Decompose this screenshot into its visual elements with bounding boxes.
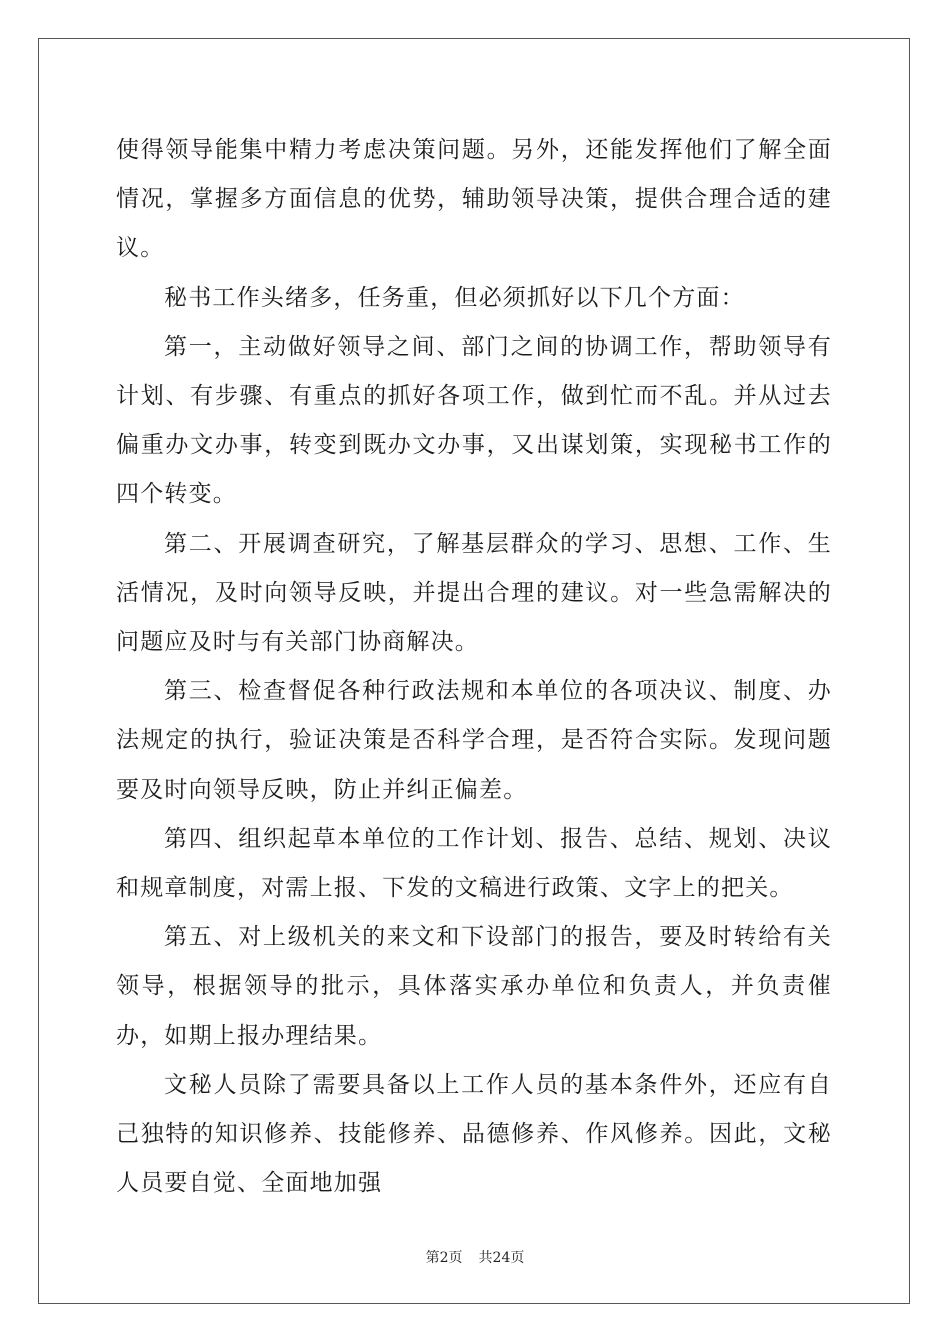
paragraph-item-1: 第一，主动做好领导之间、部门之间的协调工作，帮助领导有计划、有步骤、有重点的抓好各项工作，做到忙而不乱。并从过去偏重办文办事，转变到既办文办事，又出谋划策，实现秘书工作的四个转变。 — [116, 333, 832, 508]
page-number: 第2页 — [425, 1250, 463, 1266]
paragraph-continuation: 使得领导能集中精力考虑决策问题。另外，还能发挥他们了解全面情况，掌握多方面信息的优势，辅助领导决策，提供合理合适的建议。 — [116, 137, 832, 262]
paragraph-item-4: 第四、组织起草本单位的工作计划、报告、总结、规划、决议和规章制度，对需上报、下发的文稿进行政策、文字上的把关。 — [116, 825, 832, 902]
paragraph-item-3: 第三、检查督促各种行政法规和本单位的各项决议、制度、办法规定的执行，验证决策是否科学合理，是否符合实际。发现问题要及时向领导反映，防止并纠正偏差。 — [116, 678, 832, 803]
page-total: 共24页 — [478, 1250, 525, 1266]
paragraph-item-2: 第二、开展调查研究，了解基层群众的学习、思想、工作、生活情况，及时向领导反映，并提出合理的建议。对一些急需解决的问题应及时与有关部门协商解决。 — [116, 530, 832, 656]
document-body — [116, 126, 832, 1208]
paragraph-conclusion: 文秘人员除了需要具备以上工作人员的基本条件外，还应有自己独特的知识修养、技能修养、品德修养、作风修养。因此，文秘人员要自觉、全面地加强 — [116, 1071, 832, 1197]
page-footer — [0, 1247, 950, 1267]
paragraph-intro: 秘书工作头绪多，任务重，但必须抓好以下几个方面： — [164, 284, 745, 311]
paragraph-item-5: 第五、对上级机关的来文和下设部门的报告，要及时转给有关领导，根据领导的批示，具体落实承办单位和负责人，并负责催办，如期上报办理结果。 — [116, 924, 832, 1049]
